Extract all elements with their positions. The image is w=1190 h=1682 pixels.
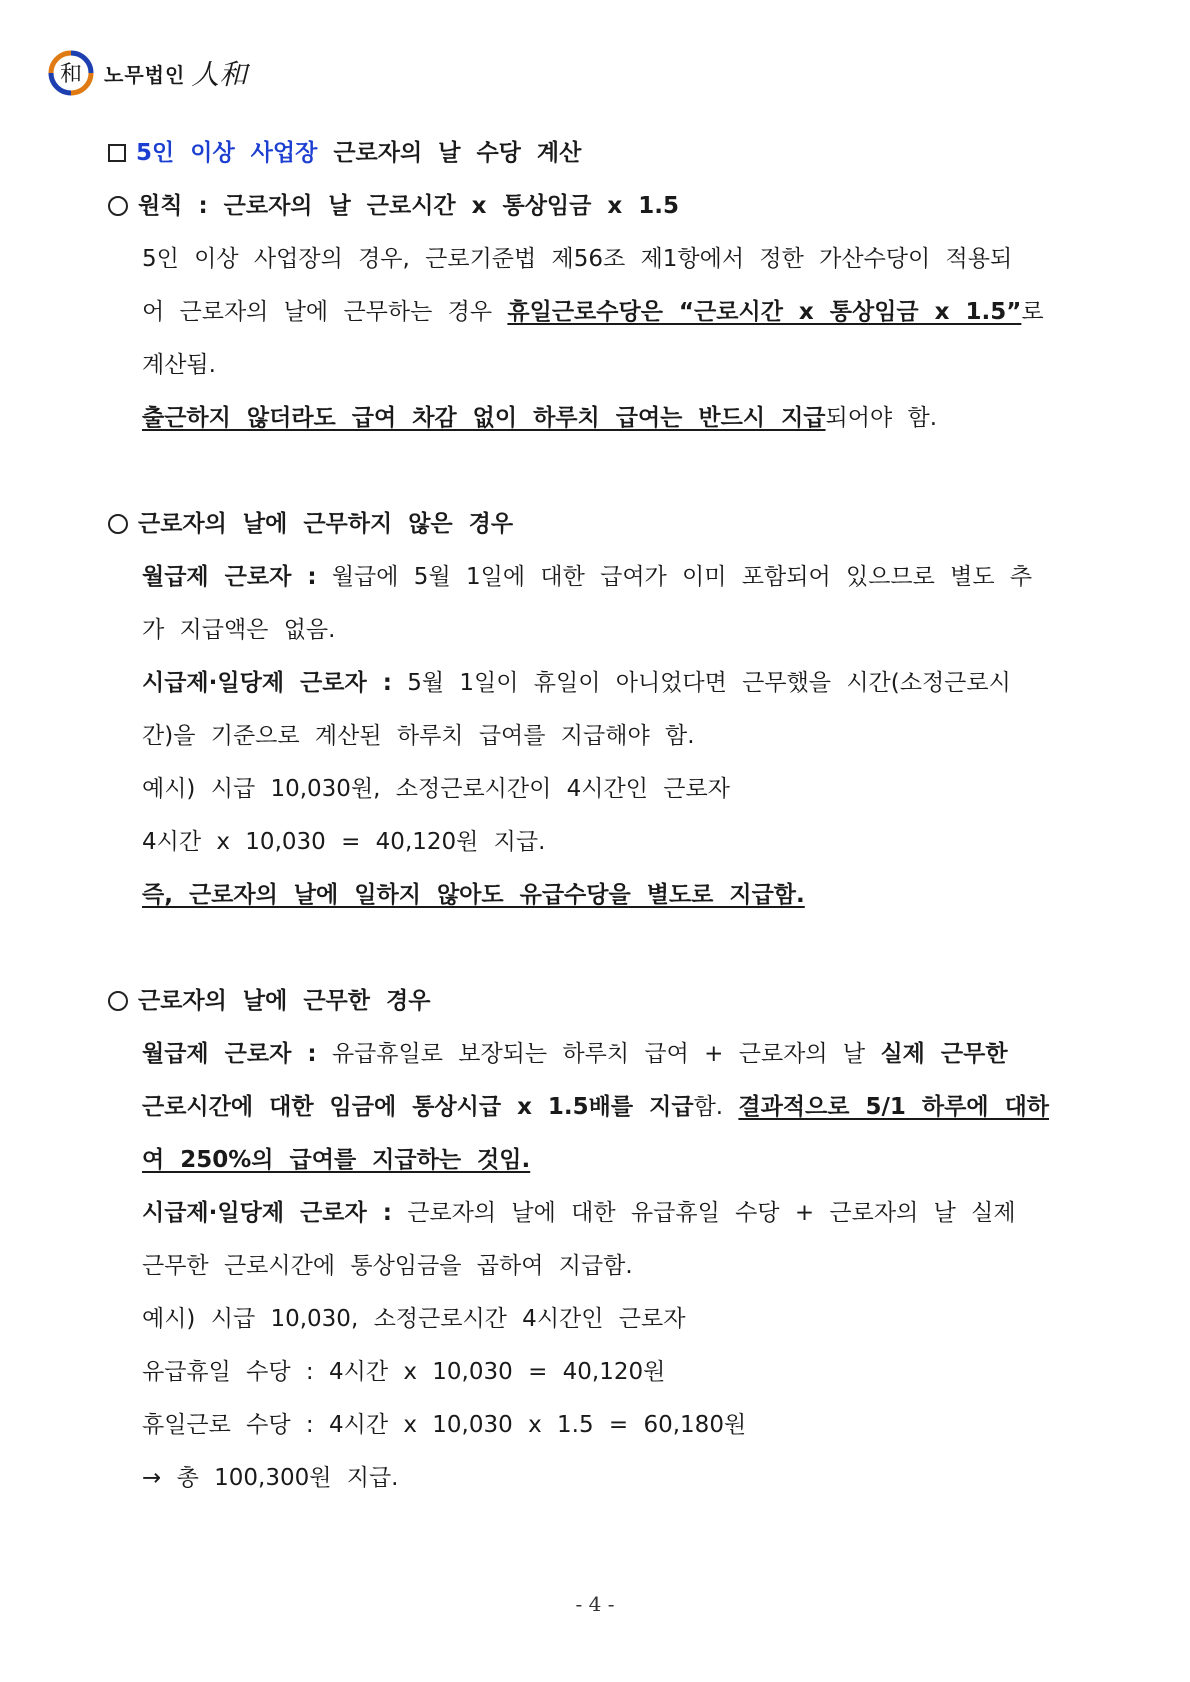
worked-monthly — [142, 1038, 1008, 1070]
hourly-text: 근로자의 날에 대한 유급휴일 수당 + 근로자의 날 실제 — [391, 1200, 1016, 1226]
logo-char: 和 — [59, 62, 83, 87]
checkbox-square-icon — [108, 144, 126, 162]
hourly-label: 시급제·일당제 근로자 : — [142, 670, 392, 696]
not-worked-monthly — [142, 561, 1032, 593]
worked-monthly-3: 여 250%의 급여를 지급하는 것임. — [142, 1147, 531, 1173]
worked-example-4: → 총 100,300원 지급. — [142, 1465, 399, 1491]
not-worked-example-1: 예시) 시급 10,030원, 소정근로시간이 4시간인 근로자 — [142, 776, 730, 802]
principle-p4 — [142, 402, 937, 434]
principle-heading-line — [108, 190, 679, 222]
not-worked-example-2: 4시간 x 10,030 = 40,120원 지급. — [142, 829, 546, 855]
section-title — [108, 137, 581, 169]
principle-heading: 원칙 : 근로자의 날 근로시간 x 통상임금 x 1.5 — [138, 193, 679, 219]
principle-p4-post: 되어야 함. — [825, 405, 938, 431]
worked-example-2: 유급휴일 수당 : 4시간 x 10,030 = 40,120원 — [142, 1359, 666, 1385]
worked-heading-line — [108, 985, 430, 1017]
principle-p3: 계산됨. — [142, 352, 216, 378]
not-worked-heading-line — [108, 508, 513, 540]
worked-monthly-2 — [142, 1091, 1049, 1123]
monthly-text: 유급휴일로 보장되는 하루치 급여 + 근로자의 날 — [316, 1041, 881, 1067]
worked-hourly — [142, 1197, 1016, 1229]
principle-p2 — [142, 296, 1044, 328]
principle-p2-bold: 휴일근로수당은 “근로시간 x 통상임금 x 1.5” — [507, 299, 1022, 325]
hourly-label: 시급제·일당제 근로자 : — [142, 1200, 392, 1226]
hourly-text: 5월 1일이 휴일이 아니었다면 근무했을 시간(소정근로시 — [391, 670, 1011, 696]
page-header — [48, 48, 247, 98]
section-title-rest: 근로자의 날 수당 계산 — [333, 140, 582, 166]
firm-name-script: 人和 — [191, 58, 248, 91]
worked-example-1: 예시) 시급 10,030, 소정근로시간 4시간인 근로자 — [142, 1306, 686, 1332]
monthly-bold-2: 근로시간에 대한 임금에 통상시급 x 1.5배를 지급 — [142, 1094, 694, 1120]
not-worked-conclusion: 즉, 근로자의 날에 일하지 않아도 유급수당을 별도로 지급함. — [142, 882, 805, 908]
principle-p4-bold: 출근하지 않더라도 급여 차감 없이 하루치 급여는 반드시 지급 — [142, 405, 826, 431]
principle-p2-text: 어 근로자의 날에 근무하는 경우 — [142, 299, 508, 325]
section-title-highlight: 5인 이상 사업장 — [136, 140, 318, 166]
firm-logo-icon — [48, 50, 94, 96]
monthly-underline: 결과적으로 5/1 하루에 대하 — [738, 1094, 1050, 1120]
principle-p1: 5인 이상 사업장의 경우, 근로기준법 제56조 제1항에서 정한 가산수당이 적용되 — [142, 246, 1013, 272]
worked-hourly-2: 근무한 근로시간에 통상임금을 곱하여 지급함. — [142, 1253, 633, 1279]
monthly-text-2: 함. — [693, 1094, 739, 1120]
circle-bullet-icon — [108, 991, 128, 1011]
not-worked-hourly — [142, 667, 1011, 699]
not-worked-hourly-2: 간)을 기준으로 계산된 하루치 급여를 지급해야 함. — [142, 723, 695, 749]
not-worked-heading: 근로자의 날에 근무하지 않은 경우 — [138, 511, 514, 537]
principle-p2-post: 로 — [1021, 299, 1044, 325]
firm-name: 노무법인 — [104, 62, 186, 87]
circle-bullet-icon — [108, 514, 128, 534]
monthly-text: 월급에 5월 1일에 대한 급여가 이미 포함되어 있으므로 별도 추 — [316, 564, 1033, 590]
monthly-label: 월급제 근로자 : — [142, 564, 317, 590]
monthly-label: 월급제 근로자 : — [142, 1041, 317, 1067]
worked-example-3: 휴일근로 수당 : 4시간 x 10,030 x 1.5 = 60,180원 — [142, 1412, 747, 1438]
monthly-bold: 실제 근무한 — [880, 1041, 1008, 1067]
circle-bullet-icon — [108, 196, 128, 216]
worked-heading: 근로자의 날에 근무한 경우 — [138, 988, 431, 1014]
page-number: - 4 - — [575, 1592, 615, 1616]
not-worked-monthly-2: 가 지급액은 없음. — [142, 617, 336, 643]
